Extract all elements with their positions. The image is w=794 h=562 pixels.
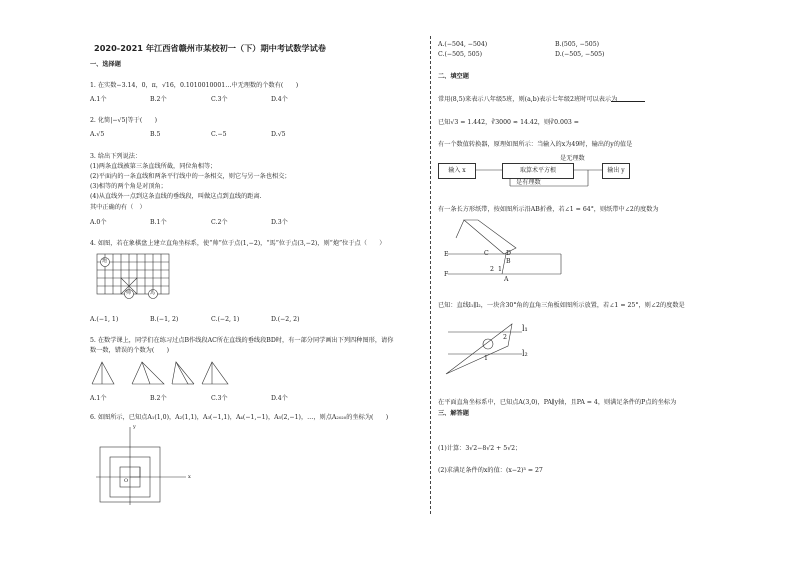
piece-pao-label: 炮 bbox=[102, 258, 108, 264]
q5-stem-2: 数一数，错误的个数为( ) bbox=[90, 347, 170, 354]
chessboard-figure bbox=[97, 254, 169, 300]
f5-label-2: 2 bbox=[503, 334, 507, 341]
q1-option-c: C.3个 bbox=[211, 96, 228, 103]
q2-option-b: B.5 bbox=[150, 131, 161, 138]
flow-irrational-label: 是无理数 bbox=[560, 155, 585, 162]
q4-option-b: B.(−1, 2) bbox=[150, 316, 179, 323]
q3-stem: 3. 给出下列说法： bbox=[90, 153, 142, 160]
q3-item-1: (1)两条直线被第三条直线所截，同位角相等； bbox=[90, 163, 217, 170]
q3-option-a: A.0个 bbox=[90, 219, 107, 226]
q3-option-b: B.1个 bbox=[150, 219, 167, 226]
f5-label-1: 1 bbox=[484, 355, 488, 362]
section-solve: 三、解答题 bbox=[438, 410, 469, 417]
q1-stem: 1. 在实数−3.14，0，π，√16，0.1010010001…中无理数的个数有( ) bbox=[90, 82, 299, 89]
fill-1: 常用(8,5)来表示八年级5班，则(a,b)表示七年级2班时可以表示为 bbox=[438, 96, 618, 103]
q6-option-a: A.(−504, −504) bbox=[438, 41, 488, 48]
q5-option-d: D.4个 bbox=[271, 395, 288, 402]
q3-option-c: C.2个 bbox=[211, 219, 228, 226]
q1-option-b: B.2个 bbox=[150, 96, 167, 103]
q3-option-d: D.3个 bbox=[271, 219, 288, 226]
q2-option-a: A.√5 bbox=[90, 131, 105, 138]
f5-label-l2: l₂ bbox=[522, 349, 528, 358]
section-choice: 一、选择题 bbox=[90, 61, 121, 68]
section-fill: 二、填空题 bbox=[438, 73, 469, 80]
f4-label-e: E bbox=[444, 251, 449, 258]
q6-axis-x: x bbox=[188, 474, 191, 480]
q2-option-d: D.√5 bbox=[271, 131, 286, 138]
q6-origin: O bbox=[124, 478, 129, 484]
q2-option-c: C.−5 bbox=[211, 131, 227, 138]
piece-shuai-label: 帅 bbox=[126, 290, 132, 296]
q1-option-d: D.4个 bbox=[271, 96, 288, 103]
f4-label-1: 1 bbox=[498, 266, 502, 273]
fill-2: 已知√3 = 1.442，∛3000 ≈ 14.42，则∛0.003 = bbox=[438, 119, 579, 126]
perpendicular-figures bbox=[90, 358, 240, 388]
q4-stem: 4. 如图，若在象棋盘上建立直角坐标系，使“帅”位于点(1,−2)，“馬”位于点(3,−2)，则“炮”位于点（ ） bbox=[90, 240, 386, 247]
q3-item-3: (3)相等的两个角是对顶角； bbox=[90, 183, 167, 190]
q5-stem: 5. 在数学课上，同学们在练习过点B作线段AC所在直线的垂线段BD时，有一部分同学画出下列四种图形，请你 bbox=[90, 337, 394, 344]
q3-item-4: (4)从直线外一点到这条直线的垂线段，叫做这点到直线的距离. bbox=[90, 193, 262, 200]
flow-input-box: 输入 x bbox=[438, 163, 476, 179]
q2-stem: 2. 化简|−√5|等于( ) bbox=[90, 117, 158, 124]
f4-label-a: A bbox=[504, 276, 509, 283]
q4-option-a: A.(−1, 1) bbox=[90, 316, 119, 323]
column-divider bbox=[430, 36, 431, 514]
q6-stem: 6. 如图所示，已知点A₁(1,0)，A₂(1,1)，A₃(−1,1)，A₄(−1,−1)，A₅(2,−1)，…，则点A₂₀₂₀的坐标为( ) bbox=[90, 414, 389, 421]
flow-rational-label: 是有理数 bbox=[516, 179, 541, 186]
piece-ma-label: 馬 bbox=[150, 290, 156, 296]
q5-option-c: C.3个 bbox=[211, 395, 228, 402]
q3-item-2: (2)平面内的一条直线和两条平行线中的一条相交，则它与另一条也相交； bbox=[90, 173, 291, 180]
q4-option-d: D.(−2, 2) bbox=[271, 316, 300, 323]
fill-3: 有一个数值转换器，原理如图所示：当输入的x为49时，输出的y的值是 bbox=[438, 141, 633, 148]
page-title: 2020-2021 年江西省赣州市某校初一（下）期中考试数学试卷 bbox=[94, 43, 326, 53]
solve-1: (1)计算：3√2−8√2 + 5√2； bbox=[438, 445, 522, 452]
q6-axis-y: y bbox=[133, 424, 136, 430]
flow-process-box: 取算术平方根 bbox=[502, 163, 574, 179]
spiral-coordinate-figure bbox=[96, 427, 188, 507]
fill-1-blank bbox=[611, 96, 645, 102]
q6-option-d: D.(−505, −505) bbox=[555, 51, 605, 58]
f5-label-l1: l₁ bbox=[522, 324, 528, 333]
fill-4: 有一条长方形纸带，按如图所示沿AB折叠，若∠1 = 64°，则纸带中∠2的度数为 bbox=[438, 206, 659, 213]
q3-ask: 其中正确的有（ ） bbox=[90, 204, 146, 211]
q6-option-c: C.(−505, 505) bbox=[438, 51, 483, 58]
q6-option-b: B.(505, −505) bbox=[555, 41, 600, 48]
flow-output-box: 输出 y bbox=[602, 163, 630, 179]
solve-2: (2)求满足条件的x的值：(x−2)³ = 27 bbox=[438, 467, 543, 474]
f4-label-d: D bbox=[506, 250, 511, 257]
q4-option-c: C.(−2, 1) bbox=[211, 316, 240, 323]
flow-arrows bbox=[430, 150, 640, 195]
q1-option-a: A.1个 bbox=[90, 96, 107, 103]
f4-label-f: F bbox=[444, 271, 449, 278]
q5-option-b: B.2个 bbox=[150, 395, 167, 402]
fill-6: 在平面直角坐标系中，已知点A(3,0)，PA∥y轴，且PA = 4，则满足条件的P点的坐标为 bbox=[438, 399, 677, 406]
f4-label-b: B bbox=[506, 258, 511, 265]
set-square-figure bbox=[444, 320, 534, 376]
fill-5: 已知：直线l₁∥l₂，一块含30°角的直角三角板如图所示放置，若∠1 = 25°，则∠2的度数是 bbox=[438, 302, 685, 309]
f4-label-2: 2 bbox=[490, 266, 494, 273]
f4-label-c: C bbox=[484, 250, 489, 257]
q5-option-a: A.1个 bbox=[90, 395, 107, 402]
